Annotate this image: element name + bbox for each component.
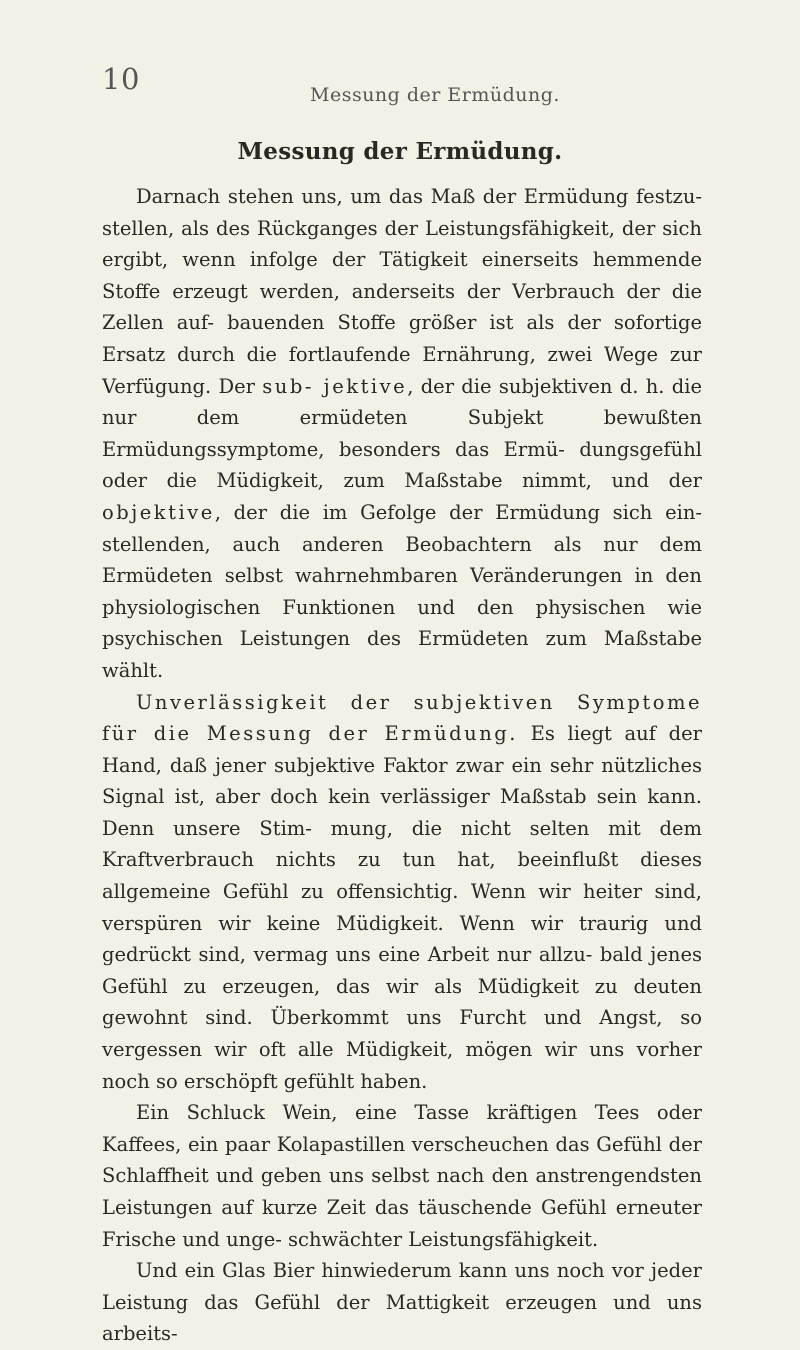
emphasized-term: objektive xyxy=(102,500,215,524)
paragraph-4 xyxy=(102,1255,702,1350)
emphasized-term: sub- jektive xyxy=(262,374,408,398)
section-heading: Messung der Ermüdung. xyxy=(237,138,563,165)
paragraph-text: Und ein Glas Bier hinwiederum kann uns noch vor jeder Leistung das Gefühl der Mattigkeit erzeugen und uns arbeits- xyxy=(102,1259,702,1346)
body-text xyxy=(102,181,702,1350)
paragraph-lead-heading: Unverlässigkeit der subjektiven Symptome für die Messung der Ermüdung. xyxy=(102,690,702,746)
paragraph-text: , der die subjektiven d. h. die nur dem ermüdeten Subjekt bewußten Ermüdungssymptome, besonders das Ermü- dungsgefühl oder die Müdigkeit, zum Maßstabe nimmt, und der xyxy=(102,374,702,493)
paragraph-3 xyxy=(102,1097,702,1255)
running-head: Messung der Ermüdung. xyxy=(310,84,560,106)
paragraph-2 xyxy=(102,687,702,1098)
paragraph-text: Ein Schluck Wein, eine Tasse kräftigen Tees oder Kaffees, ein paar Kolapastillen verscheuchen das Gefühl der Schlaffheit und geben uns selbst nach den anstrengendsten Leistungen auf kurze Zeit das täuschende Gefühl erneuter Frische und unge- schwächter Leistungsfähigkeit. xyxy=(102,1101,702,1251)
page-number: 10 xyxy=(102,62,140,96)
paragraph-text: Es liegt auf der Hand, daß jener subjektive Faktor zwar ein sehr nützliches Signal ist, aber doch kein verlässiger Maßstab sein kann. Denn unsere Stim- mung, die nicht selten mit dem Kraftverbrauch nichts zu tun hat, beeinflußt dieses allgemeine Gefühl zu offensichtig. Wenn wir heiter sind, verspüren wir keine Müdigkeit. Wenn wir traurig und gedrückt sind, vermag uns eine Arbeit nur allzu- bald jenes Gefühl zu erzeugen, das wir als Müdigkeit zu deuten gewohnt sind. Überkommt uns Furcht und Angst, so vergessen wir oft alle Müdigkeit, mögen wir uns vorher noch so erschöpft gefühlt haben. xyxy=(102,722,702,1093)
paragraph-1 xyxy=(102,181,702,687)
paragraph-text: , der die im Gefolge der Ermüdung sich ein- stellenden, auch anderen Beobachtern als nur dem Ermüdeten selbst wahrnehmbaren Veränderungen in den physiologischen Funktionen und den physischen wie psychischen Leistungen des Ermüdeten zum Maßstabe wählt. xyxy=(102,500,702,682)
paragraph-text: Darnach stehen uns, um das Maß der Ermüdung festzu- stellen, als des Rückganges der Leistungsfähigkeit, der sich ergibt, wenn infolge der Tätigkeit einerseits hemmende Stoffe erzeugt werden, anderseits der Verbrauch der die Zellen auf- bauenden Stoffe größer ist als der sofortige Ersatz durch die fortlaufende Ernährung, zwei Wege zur Verfügung. Der xyxy=(102,185,702,398)
